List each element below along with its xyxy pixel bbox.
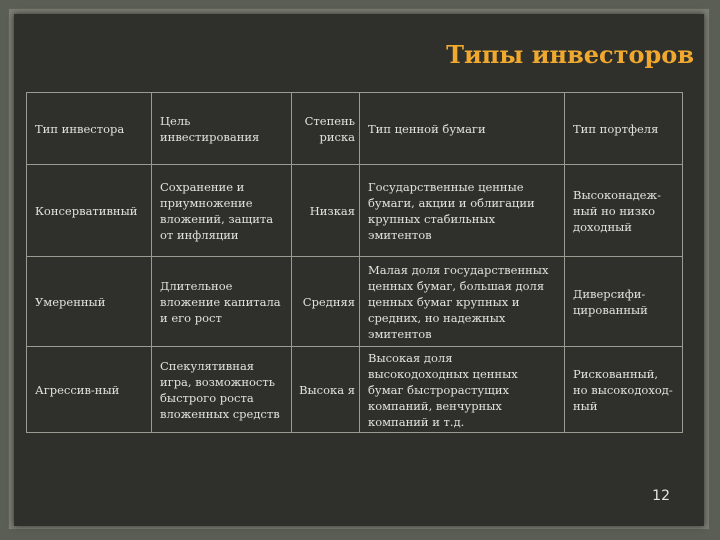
cell-investment-goal: Спекулятивная игра, возможность быстрого роста вложенных средств [152, 347, 292, 433]
slide-title: Типы инвесторов [446, 40, 694, 69]
cell-portfolio-type: Высоконадеж-ный но низко доходный [565, 165, 683, 257]
cell-security-type: Высокая доля высокодоходных ценных бумаг быстрорастущих компаний, венчурных компаний и т.д. [360, 347, 565, 433]
cell-investor-type: Консервативный [27, 165, 152, 257]
header-investment-goal: Цель инвестирования [152, 93, 292, 165]
slide [14, 14, 704, 526]
cell-investment-goal: Сохранение и приумножение вложений, защита от инфляции [152, 165, 292, 257]
investor-types-table [26, 92, 683, 433]
cell-investor-type: Агрессив-ный [27, 347, 152, 433]
cell-risk-level: Средняя [292, 257, 360, 347]
cell-portfolio-type: Диверсифи-цированный [565, 257, 683, 347]
table-row [27, 347, 683, 433]
cell-portfolio-type: Рискованный, но высокодоход-ный [565, 347, 683, 433]
cell-security-type: Государственные ценные бумаги, акции и облигации крупных стабильных эмитентов [360, 165, 565, 257]
table-header-row [27, 93, 683, 165]
table-row [27, 257, 683, 347]
header-investor-type: Тип инвестора [27, 93, 152, 165]
cell-investment-goal: Длительное вложение капитала и его рост [152, 257, 292, 347]
cell-investor-type: Умеренный [27, 257, 152, 347]
header-security-type: Тип ценной бумаги [360, 93, 565, 165]
header-risk-level: Степень риска [292, 93, 360, 165]
cell-risk-level: Низкая [292, 165, 360, 257]
header-portfolio-type: Тип портфеля [565, 93, 683, 165]
page-number: 12 [652, 488, 670, 504]
table-row [27, 165, 683, 257]
cell-security-type: Малая доля государственных ценных бумаг, большая доля ценных бумаг крупных и средних, но надежных эмитентов [360, 257, 565, 347]
cell-risk-level: Высока я [292, 347, 360, 433]
